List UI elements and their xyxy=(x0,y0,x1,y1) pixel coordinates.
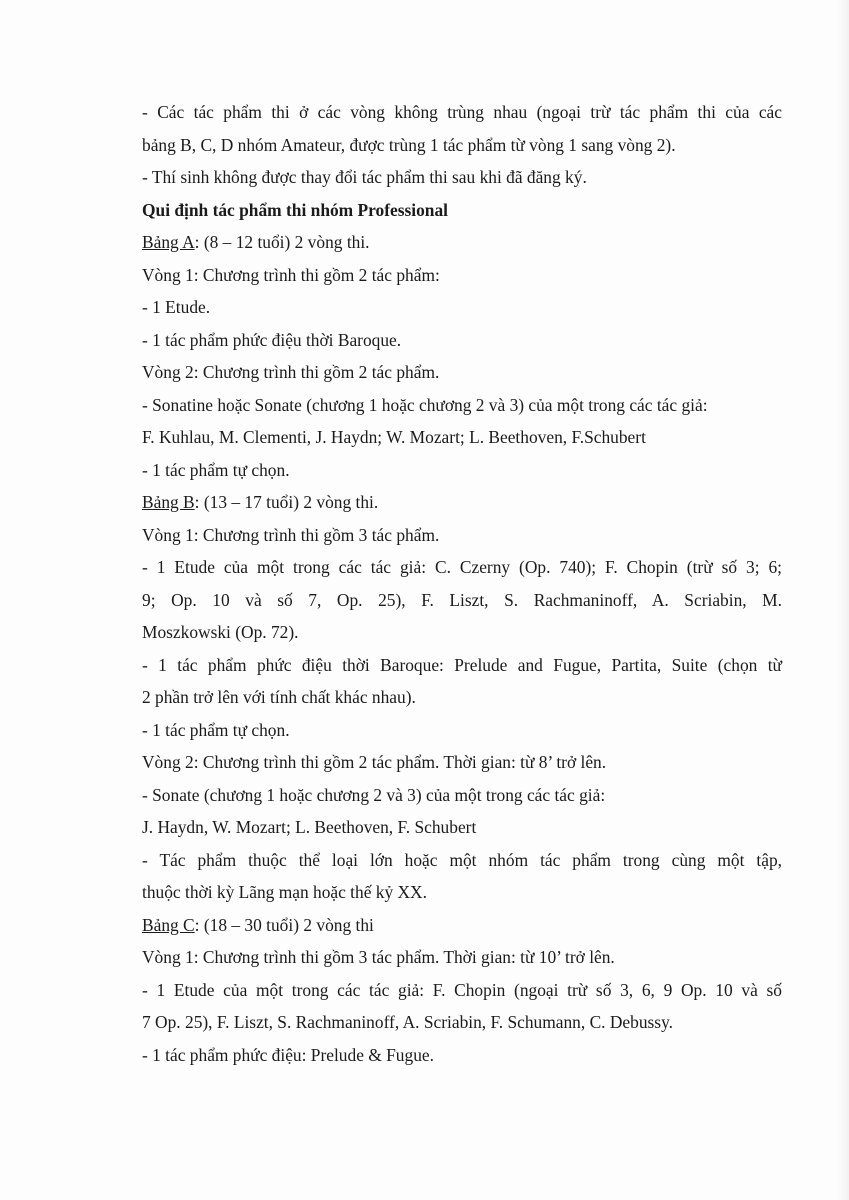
board-c-line: - 1 Etude của một trong các tác giả: F. Chopin (ngoại trừ số 3, 6, 9 Op. 10 và số xyxy=(142,979,782,1000)
board-b-line: - Sonate (chương 1 hoặc chương 2 và 3) của một trong các tác giả: xyxy=(142,784,606,805)
board-c-description: : (18 – 30 tuổi) 2 vòng thi xyxy=(194,914,374,935)
board-c-line: - 1 tác phẩm phức điệu: Prelude & Fugue. xyxy=(142,1044,434,1065)
board-c-label: Bảng C xyxy=(142,914,195,935)
board-b-line: - 1 tác phẩm phức điệu thời Baroque: Prelude and Fugue, Partita, Suite (chọn từ xyxy=(142,654,782,675)
board-b-line: - 1 tác phẩm tự chọn. xyxy=(142,719,290,740)
board-b-label: Bảng B xyxy=(142,492,195,512)
board-b-line: Moszkowski (Op. 72). xyxy=(142,622,299,642)
board-c-heading xyxy=(142,909,782,942)
board-a-line: F. Kuhlau, M. Clementi, J. Haydn; W. Mozart; L. Beethoven, F.Schubert xyxy=(142,427,646,447)
board-a-label: Bảng A xyxy=(142,232,195,252)
document-body xyxy=(142,96,782,1071)
intro-rule-line: bảng B, C, D nhóm Amateur, được trùng 1 tác phẩm từ vòng 1 sang vòng 2). xyxy=(142,134,676,155)
section-heading: Qui định tác phẩm thi nhóm Professional xyxy=(142,199,449,220)
board-b-line: 2 phần trở lên với tính chất khác nhau). xyxy=(142,687,416,707)
board-b-line: - Tác phẩm thuộc thể loại lớn hoặc một nhóm tác phẩm trong cùng một tập, xyxy=(142,849,782,870)
board-c-line: Vòng 1: Chương trình thi gồm 3 tác phẩm. Thời gian: từ 10’ trở lên. xyxy=(142,947,615,967)
board-b-line: 9; Op. 10 và số 7, Op. 25), F. Liszt, S. Rachmaninoff, A. Scriabin, M. xyxy=(142,589,782,610)
board-c-line: 7 Op. 25), F. Liszt, S. Rachmaninoff, A. Scriabin, F. Schumann, C. Debussy. xyxy=(142,1012,673,1032)
board-a-description: : (8 – 12 tuổi) 2 vòng thi. xyxy=(194,232,370,252)
board-b-line: Vòng 1: Chương trình thi gồm 3 tác phẩm. xyxy=(142,524,440,545)
intro-rule-line: - Thí sinh không được thay đổi tác phẩm thi sau khi đã đăng ký. xyxy=(142,167,587,187)
board-b-line: thuộc thời kỳ Lãng mạn hoặc thế kỷ XX. xyxy=(142,882,427,902)
board-a-line: Vòng 2: Chương trình thi gồm 2 tác phẩm. xyxy=(142,362,440,382)
board-b-heading xyxy=(142,486,782,519)
intro-rule-line: - Các tác phẩm thi ở các vòng không trùng nhau (ngoại trừ tác phẩm thi của các xyxy=(142,102,782,122)
board-b-line: Vòng 2: Chương trình thi gồm 2 tác phẩm. Thời gian: từ 8’ trở lên. xyxy=(142,752,607,772)
board-b-line: J. Haydn, W. Mozart; L. Beethoven, F. Schubert xyxy=(142,817,477,837)
board-a-line: - Sonatine hoặc Sonate (chương 1 hoặc chương 2 và 3) của một trong các tác giả: xyxy=(142,394,708,415)
board-a-heading xyxy=(142,226,782,259)
board-a-line: - 1 Etude. xyxy=(142,297,211,317)
board-a-line: Vòng 1: Chương trình thi gồm 2 tác phẩm: xyxy=(142,264,440,285)
scan-shadow-edge xyxy=(837,0,849,1200)
board-b-description: : (13 – 17 tuổi) 2 vòng thi. xyxy=(194,492,379,512)
board-a-line: - 1 tác phẩm tự chọn. xyxy=(142,459,290,480)
board-b-line: - 1 Etude của một trong các tác giả: C. Czerny (Op. 740); F. Chopin (trừ số 3; 6; xyxy=(142,557,782,577)
board-a-line: - 1 tác phẩm phức điệu thời Baroque. xyxy=(142,329,402,350)
